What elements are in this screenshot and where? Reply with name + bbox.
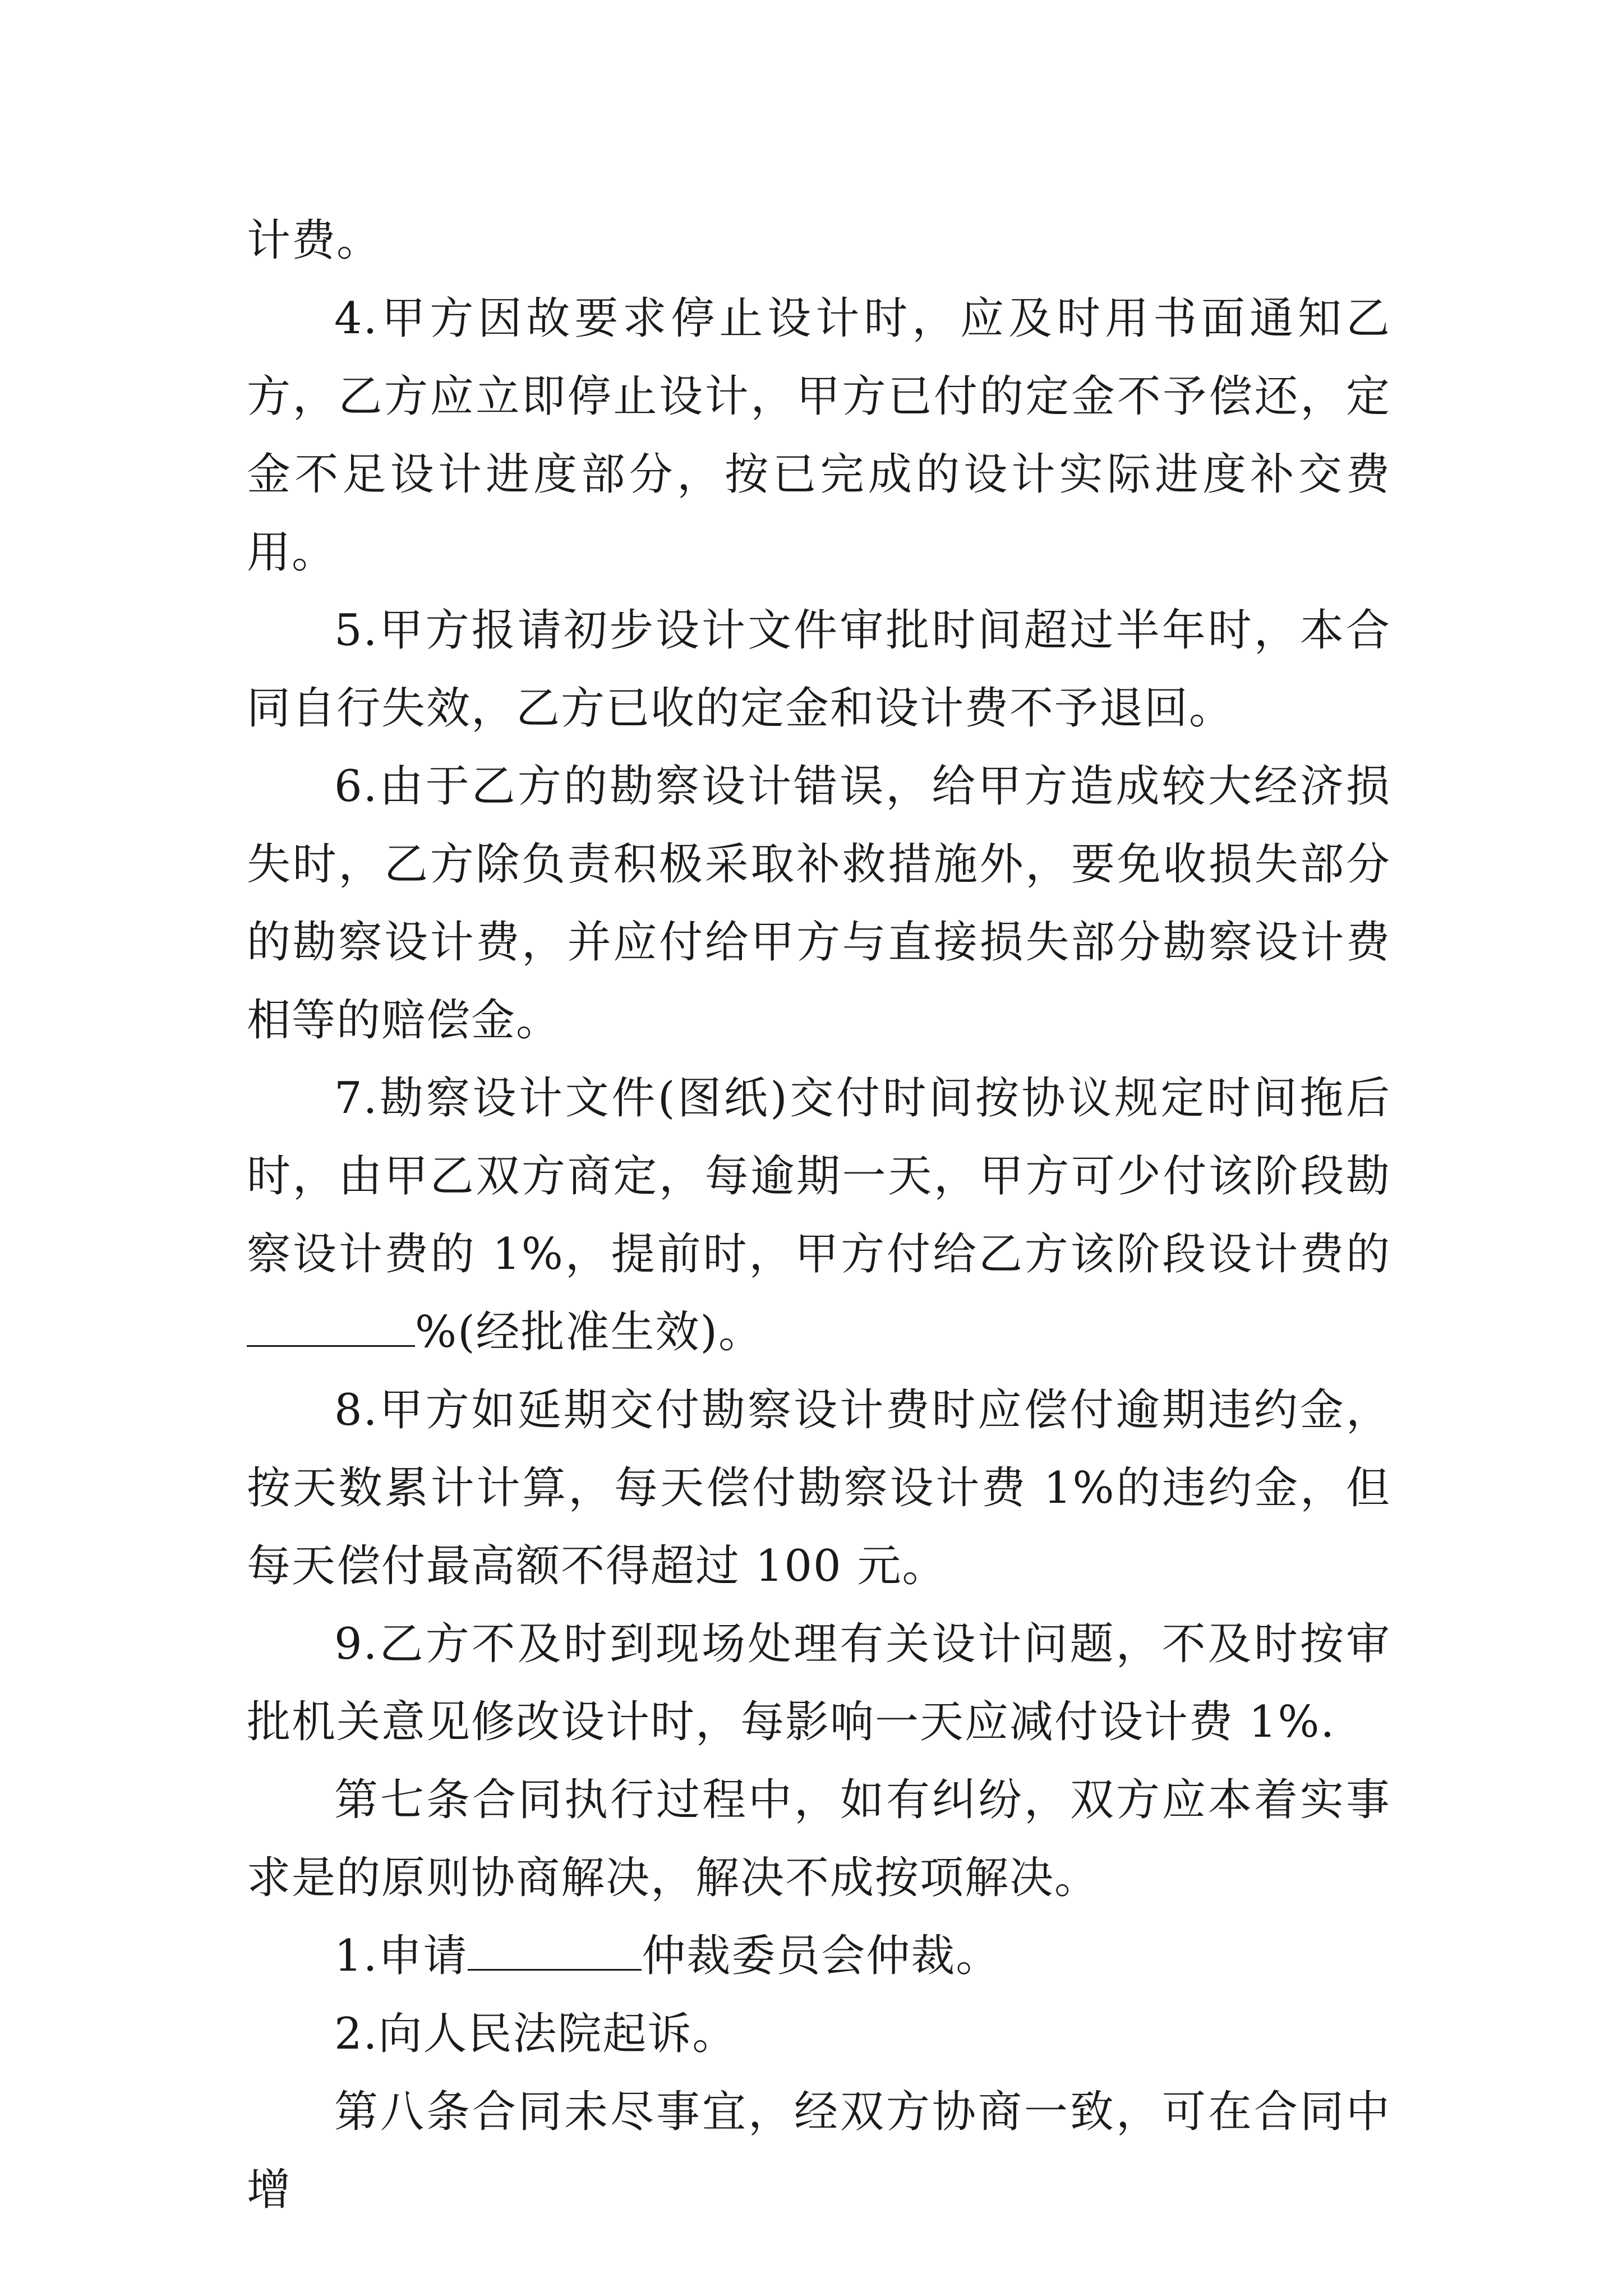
document-body [247, 202, 1391, 2229]
fill-in-blank-arbitration-committee [468, 1930, 642, 1971]
fill-in-blank-percentage [247, 1306, 415, 1347]
article-7-item-1-arbitration: 1.申请 仲裁委员会仲裁。 [334, 1931, 1001, 1981]
article-8-remaining-matters: 第八条合同未尽事宜，经双方协商一致，可在合同中增 [247, 2087, 1391, 2215]
clause-8-late-payment: 8.甲方如延期交付勘察设计费时应偿付逾期违约金，按天数累计计算，每天偿付勘察设计费 1%的违约金，但每天偿付最高额不得超过 100 元。 [247, 1385, 1391, 1591]
clause-4-stop-design: 4.甲方因故要求停止设计时，应及时用书面通知乙方，乙方应立即停止设计，甲方已付的定金不予偿还，定金不足设计进度部分，按已完成的设计实际进度补交费用。 [247, 293, 1391, 578]
clause-6-design-error: 6.由于乙方的勘察设计错误，给甲方造成较大经济损失时，乙方除负责积极采取补救措施外，要免收损失部分的勘察设计费，并应付给甲方与直接损失部分勘察设计费相等的赔偿金。 [247, 761, 1391, 1046]
clause-9-on-site-issues: 9.乙方不及时到现场处理有关设计问题，不及时按审批机关意见修改设计时，每影响一天应减付设计费 1%. [247, 1619, 1391, 1747]
article-7-disputes: 第七条合同执行过程中，如有纠纷，双方应本着实事求是的原则协商解决，解决不成按项解决。 [247, 1775, 1391, 1903]
article-7-item-2-court: 2.向人民法院起诉。 [334, 2009, 737, 2059]
clause-7-delivery-delay: 7.勘察设计文件(图纸)交付时间按协议规定时间拖后时，由甲乙双方商定，每逾期一天，甲方可少付该阶段勘察设计费的 1%，提前时，甲方付给乙方该阶段设计费的%(经批准生效)。 [247, 1073, 1391, 1358]
clause-5-approval-timeout: 5.甲方报请初步设计文件审批时间超过半年时，本合同自行失效，乙方已收的定金和设计费不予退回。 [247, 605, 1391, 734]
paragraph-fee-continuation: 计费。 [247, 215, 382, 266]
